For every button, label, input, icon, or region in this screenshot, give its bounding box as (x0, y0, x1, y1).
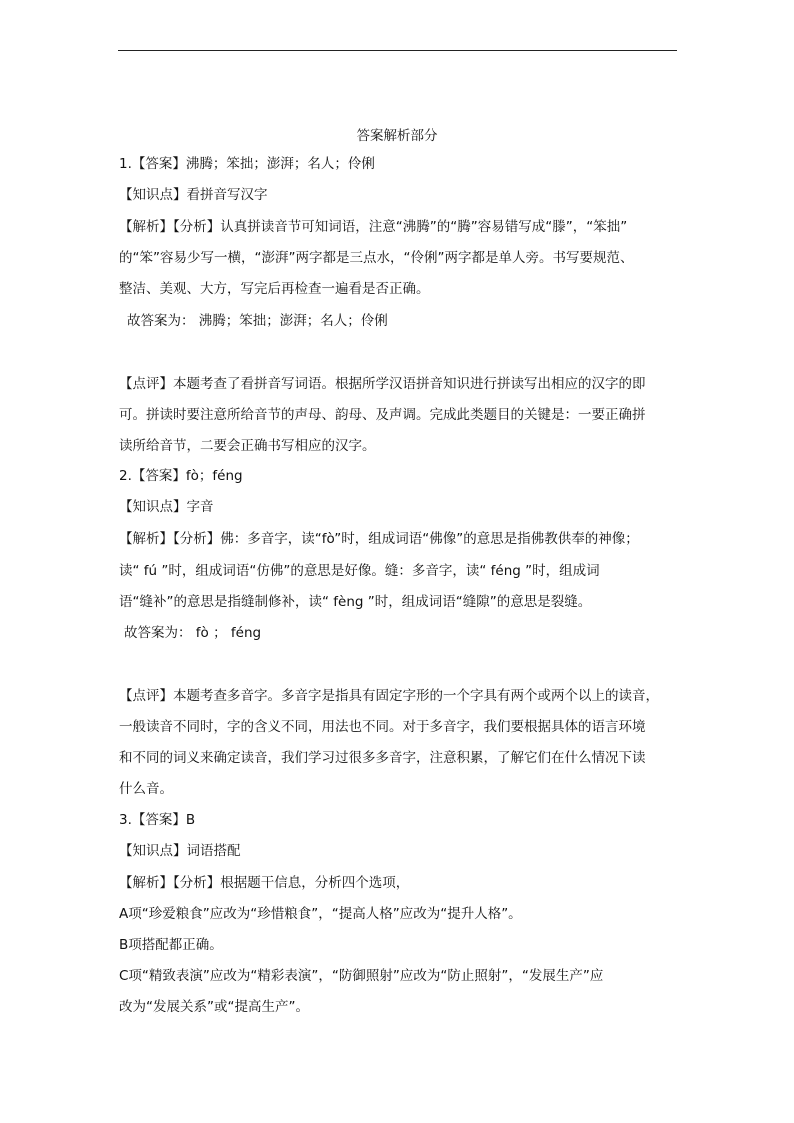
q3-option-c: C项“精致表演”应改为“精彩表演”，“防御照射”应改为“防止照射”，“发展生产”应 (119, 968, 604, 984)
q1-analysis-line: 【解析】【分析】认真拼读音节可知词语，注意“沸腾”的“腾”容易错写成“滕”，“笨拙” (119, 219, 628, 235)
q2-final-answer: 故答案为： fò ； féng (124, 625, 262, 641)
q1-analysis-line: 整洁、美观、大方，写完后再检查一遍看是否正确。 (119, 281, 430, 297)
q1-analysis-line: 的“笨”容易少写一横，“澎湃”两字都是三点水，“伶俐”两字都是单人旁。书写要规范、 (119, 250, 634, 266)
header-rule (118, 50, 677, 51)
q3-analysis-line: 【解析】【分析】根据题干信息，分析四个选项， (119, 875, 410, 891)
q2-comment-line: 什么音。 (119, 781, 173, 797)
q2-analysis-line: 语“缝补”的意思是指缝制修补，读“ fèng ”时，组成词语“缝隙”的意思是裂缝。 (119, 594, 592, 610)
q2-analysis-line: 读“ fú ”时，组成词语“仿佛”的意思是好像。缝：多音字，读“ féng ”时，组成词 (119, 563, 600, 579)
q1-knowledge-point: 【知识点】看拼音写汉字 (119, 187, 268, 203)
q2-answer: 2.【答案】fò；féng (119, 468, 243, 484)
q1-final-answer: 故答案为： 沸腾；笨拙；澎湃；名人；伶俐 (127, 313, 388, 329)
q2-analysis-line: 【解析】【分析】佛：多音字，读“fò”时，组成词语“佛像”的意思是指佛教供奉的神像； (119, 531, 639, 547)
q1-comment-line: 【点评】本题考查了看拼音写词语。根据所学汉语拼音知识进行拼读写出相应的汉字的即 (119, 376, 646, 392)
q1-answer: 1.【答案】沸腾；笨拙；澎湃；名人；伶俐 (119, 156, 375, 172)
q3-answer: 3.【答案】B (119, 812, 196, 828)
q1-comment-line: 可。拼读时要注意所给音节的声母、韵母、及声调。完成此类题目的关键是：一要正确拼 (119, 407, 646, 423)
q2-comment-line: 一般读音不同时，字的含义不同，用法也不同。对于多音字，我们要根据具体的语言环境 (119, 719, 646, 735)
page-title: 答案解析部分 (356, 128, 438, 144)
q3-option-b: B项搭配都正确。 (119, 937, 223, 953)
q2-knowledge-point: 【知识点】字音 (119, 499, 214, 515)
q2-comment-line: 【点评】本题考查多音字。多音字是指具有固定字形的一个字具有两个或两个以上的读音， (119, 688, 659, 704)
q1-comment-line: 读所给音节，二要会正确书写相应的汉字。 (119, 438, 376, 454)
q2-comment-line: 和不同的词义来确定读音，我们学习过很多多音字，注意积累，了解它们在什么情况下读 (119, 750, 646, 766)
q3-knowledge-point: 【知识点】词语搭配 (119, 843, 241, 859)
q3-option-c-cont: 改为“发展关系”或“提高生产”。 (119, 999, 309, 1015)
q3-option-a: A项“珍爱粮食”应改为“珍惜粮食”，“提高人格”应改为“提升人格”。 (119, 906, 522, 922)
